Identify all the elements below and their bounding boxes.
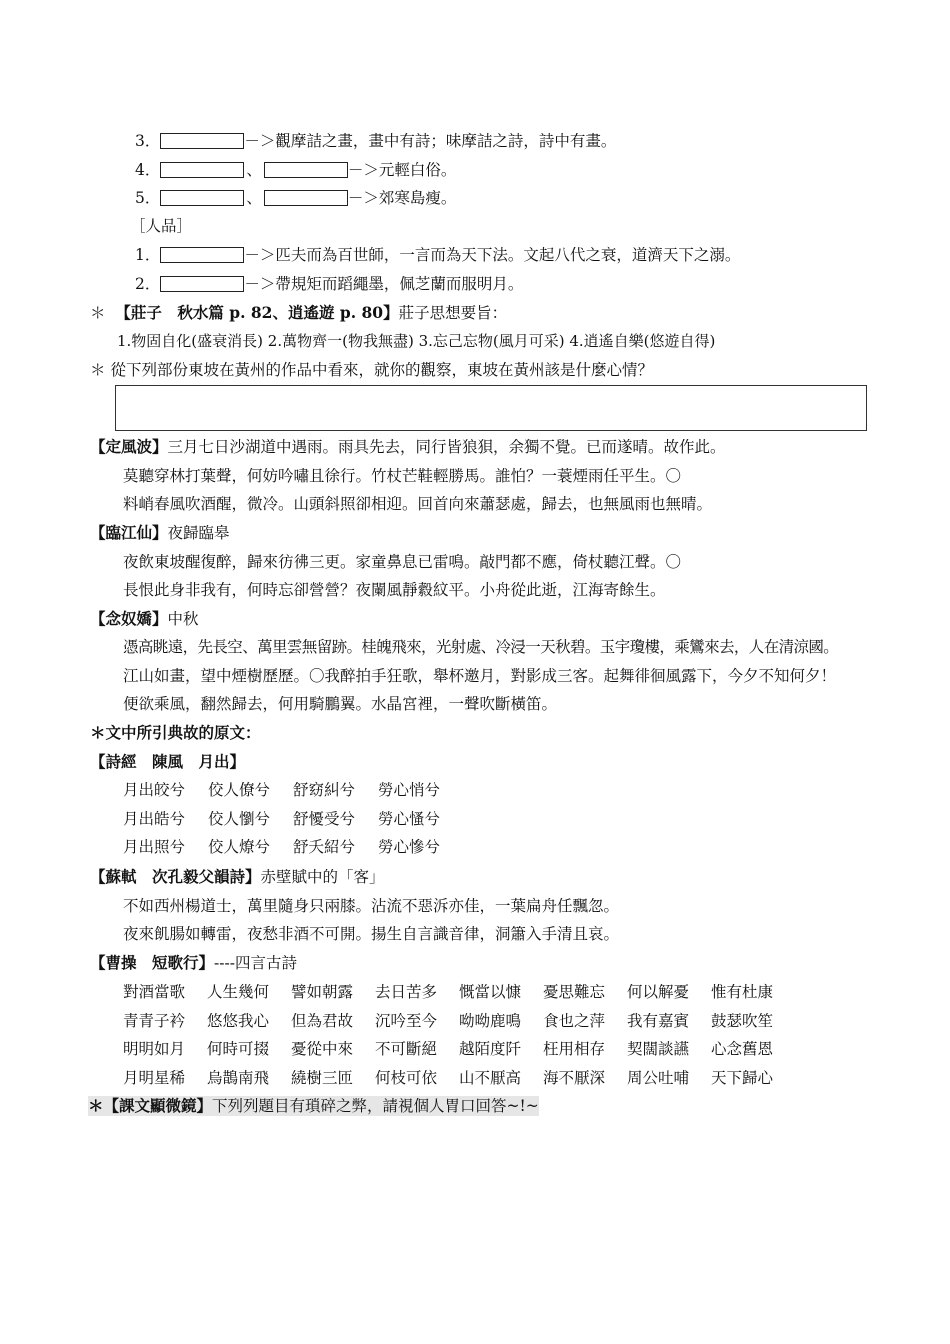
character-item-1 [135, 245, 740, 265]
zhuangzi-points: 1.物固自化(盛衰消長) 2.萬物齊一(物我無盡) 3.忘己忘物(風月可采) 4.逍遙自樂(悠遊自得) [117, 332, 716, 350]
caocao-phrase: 鼓瑟吹笙 [711, 1011, 774, 1030]
caocao-phrase: 惟有杜康 [711, 983, 774, 1001]
blank-box[interactable] [160, 276, 244, 292]
answer-box[interactable] [115, 385, 867, 431]
item-number: 4． [135, 161, 161, 179]
character-heading: ［人品］ [130, 217, 193, 235]
item-number: 1． [135, 246, 161, 264]
caocao-phrase: 何枝可依 [375, 1069, 438, 1088]
shijing-phrase: 月出皓兮 [123, 809, 186, 828]
caocao-phrase: 月明星稀 [123, 1069, 186, 1088]
sushi-heading [90, 867, 385, 887]
microscope-heading [88, 1096, 539, 1116]
shijing-phrase: 舒懮受兮 [293, 809, 356, 828]
zhuangzi-rest: 莊子思想要旨： [398, 304, 508, 322]
caocao-phrase: 何以解憂 [627, 983, 690, 1001]
question-text: 從下列部份東坡在黃州的作品中看來，就你的觀察，東坡在黃州該是什麼心情？ [110, 361, 653, 379]
shijing-phrase: 月出照兮 [123, 838, 186, 857]
figure-item-5 [135, 188, 456, 208]
caocao-phrase: 對酒當歌 [123, 983, 186, 1001]
caocao-phrase: 心念舊恩 [711, 1040, 774, 1059]
caocao-phrase: 但為君故 [291, 1011, 354, 1030]
poem-intro: 中秋 [167, 610, 199, 628]
zhuangzi-title: 【莊子 秋水篇 p. 82、逍遙遊 p. 80】 [115, 303, 399, 322]
caocao-phrase: 天下歸心 [711, 1069, 774, 1088]
caocao-phrase: 憂從中來 [291, 1040, 354, 1059]
caocao-phrase: 山不厭高 [459, 1069, 522, 1088]
caocao-phrase: 不可斷絕 [375, 1040, 438, 1059]
poem-intro: ----四言古詩 [214, 954, 297, 972]
item-number: 5． [135, 189, 161, 207]
caocao-phrase: 烏鵲南飛 [207, 1069, 270, 1088]
shijing-phrase: 舒夭紹兮 [293, 838, 356, 857]
poem-title: 【定風波】 [90, 437, 168, 456]
character-item-2 [135, 274, 523, 294]
niannujiao-heading [90, 609, 199, 629]
poem-line: 莫聽穿林打葉聲，何妨吟嘯且徐行。竹杖芒鞋輕勝馬。誰怕？一蓑煙雨任平生。〇 [123, 467, 682, 485]
caocao-phrase: 人生幾何 [207, 983, 270, 1001]
caocao-phrase: 繞樹三匝 [291, 1069, 354, 1088]
shijing-phrase: 佼人燎兮 [208, 838, 271, 857]
poem-line: 夜來飢腸如轉雷，夜愁非酒不可開。揚生自言識音律，洞簫入手清且哀。 [123, 925, 620, 943]
poem-line: 長恨此身非我有，何時忘卻營營？夜闌風靜縠紋平。小舟從此逝，江海寄餘生。 [123, 581, 666, 599]
blank-box[interactable] [264, 162, 348, 178]
poem-line: 夜飲東坡醒復醉，歸來彷彿三更。家童鼻息已雷鳴。敲門都不應，倚杖聽江聲。〇 [123, 553, 682, 571]
poem-line: 便欲乘風，翻然歸去，何用騎鵬翼。水晶宮裡，一聲吹斷橫笛。 [123, 695, 558, 713]
blank-box[interactable] [160, 247, 244, 263]
caocao-phrase: 海不厭深 [543, 1069, 606, 1088]
poem-line: 不如西州楊道士，萬里隨身只兩膝。沾流不惡泝亦佳，一葉扁舟任飄忽。 [123, 897, 620, 915]
caocao-phrase: 呦呦鹿鳴 [459, 1011, 522, 1030]
shijing-phrase: 月出皎兮 [123, 781, 186, 799]
caocao-phrase: 慨當以慷 [459, 983, 522, 1001]
item-number: 3． [135, 132, 161, 150]
shijing-phrase: 勞心慅兮 [378, 809, 441, 828]
allusions-heading: ＊文中所引典故的原文： [90, 723, 261, 742]
shijing-phrase: 勞心慘兮 [378, 838, 441, 857]
caocao-phrase: 何時可掇 [207, 1040, 270, 1059]
star-bullet: ＊ [90, 304, 106, 322]
poem-intro: 夜歸臨皋 [167, 524, 230, 542]
separator: 、 [246, 161, 262, 179]
dingfengbo-heading [90, 437, 726, 457]
shijing-phrase: 舒窈糾兮 [293, 781, 356, 799]
linjiangxian-heading [90, 523, 230, 543]
caocao-phrase: 契闊談讌 [627, 1040, 690, 1059]
figure-item-4 [135, 160, 456, 180]
poem-intro: 赤壁賦中的「客」 [260, 868, 385, 886]
blank-box[interactable] [160, 133, 244, 149]
caocao-heading [90, 953, 297, 973]
caocao-phrase: 悠悠我心 [207, 1011, 270, 1030]
poem-line: 料峭春風吹酒醒，微冷。山頭斜照卻相迎。回首向來蕭瑟處，歸去，也無風雨也無晴。 [123, 495, 713, 513]
shijing-phrase: 佼人懰兮 [208, 809, 271, 828]
caocao-phrase: 譬如朝露 [291, 983, 354, 1001]
caocao-phrase: 越陌度阡 [459, 1040, 522, 1059]
caocao-phrase: 食也之萍 [543, 1011, 606, 1030]
figure-item-3 [135, 131, 616, 151]
caocao-phrase: 枉用相存 [543, 1040, 606, 1059]
shijing-phrase: 佼人僚兮 [208, 781, 271, 799]
poem-title: 【念奴嬌】 [90, 609, 168, 628]
poem-line: 憑高眺遠，先長空、萬里雲無留跡。桂魄飛來，光射處、冷浸一天秋碧。玉宇瓊樓，乘鸞來去，人在清涼國。 [123, 638, 839, 656]
blank-box[interactable] [160, 190, 244, 206]
microscope-title: ＊【課文顯微鏡】 [88, 1096, 213, 1115]
caocao-phrase: 去日苦多 [375, 983, 438, 1001]
item-text: －＞元輕白俗。 [347, 161, 457, 179]
caocao-phrase: 沉吟至今 [375, 1011, 438, 1030]
zhuangzi-heading [90, 303, 507, 323]
item-text: －＞帶規矩而蹈繩墨，佩芝蘭而服明月。 [244, 275, 524, 293]
caocao-phrase: 青青子衿 [123, 1011, 186, 1030]
blank-box[interactable] [160, 162, 244, 178]
item-text: －＞郊寒島瘦。 [347, 189, 457, 207]
separator: 、 [246, 189, 262, 207]
question-line [90, 360, 653, 380]
shijing-phrase: 勞心悄兮 [378, 781, 441, 799]
microscope-text: 下列列題目有瑣碎之弊，請視個人胃口回答~!~ [212, 1097, 539, 1115]
caocao-phrase: 周公吐哺 [627, 1069, 690, 1088]
poem-title: 【曹操 短歌行】 [90, 953, 215, 972]
poem-title: 【蘇軾 次孔毅父韻詩】 [90, 867, 261, 886]
item-number: 2． [135, 275, 161, 293]
caocao-phrase: 我有嘉賓 [627, 1011, 690, 1030]
poem-intro: 三月七日沙湖道中遇雨。雨具先去，同行皆狼狽，余獨不覺。已而遂晴。故作此。 [167, 438, 726, 456]
poem-title: 【臨江仙】 [90, 523, 168, 542]
item-text: －＞觀摩詰之畫，畫中有詩；味摩詰之詩，詩中有畫。 [244, 132, 617, 150]
shijing-title: 【詩經 陳風 月出】 [90, 752, 246, 771]
caocao-phrase: 憂思難忘 [543, 983, 606, 1001]
poem-line: 江山如畫，望中煙樹歷歷。〇我醉拍手狂歌，舉杯邀月，對影成三客。起舞徘徊風露下，今夕不知何夕！ [123, 667, 837, 685]
star-bullet: ＊ [90, 361, 106, 379]
blank-box[interactable] [264, 190, 348, 206]
caocao-phrase: 明明如月 [123, 1040, 186, 1059]
item-text: －＞匹夫而為百世師，一言而為天下法。文起八代之衰，道濟天下之溺。 [244, 246, 741, 264]
